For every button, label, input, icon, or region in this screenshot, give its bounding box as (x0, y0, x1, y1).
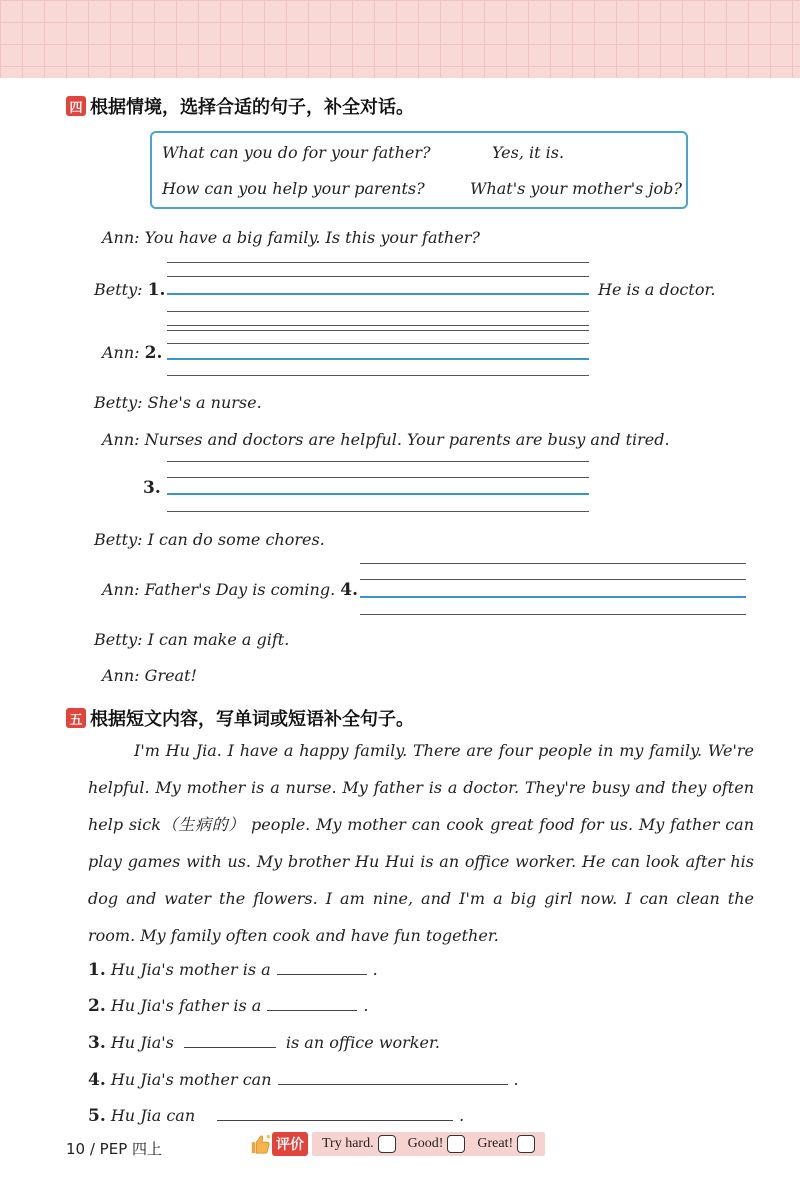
answer-blank[interactable] (278, 1070, 508, 1085)
question-text: Hu Jia's mother is a (110, 960, 271, 979)
question-number: 4. (88, 1070, 106, 1090)
dialogue-line (102, 228, 480, 247)
question-number: 1. (88, 960, 106, 980)
answer-blank[interactable] (217, 1106, 453, 1121)
section5-badge: 五 (66, 708, 86, 728)
speaker: Betty: (94, 280, 143, 299)
choice-2: Yes, it is. (492, 143, 565, 162)
answer-lines-1[interactable] (167, 262, 589, 332)
dialogue-line (143, 478, 161, 498)
reading-passage: I'm Hu Jia. I have a happy family. There are four people in my family. We're helpful. My mother is a nurse. My father is a doctor. They're busy and they often help sick（生病的） people. My mother can cook great food for us. My father can play games with us. My brother Hu Hui is an office worker. He can look after his dog and water the flowers. I am nine, and I'm a big girl now. I can clean the room. My family often cook and have fun together. (88, 741, 754, 945)
speaker: Ann: (102, 343, 140, 362)
section4-badge: 四 (66, 96, 86, 116)
question-2 (88, 996, 368, 1016)
dialogue-line (102, 343, 162, 363)
question-text-after: is an office worker. (285, 1033, 440, 1052)
choices-box (150, 131, 688, 209)
answer-blank[interactable] (277, 960, 367, 975)
answer-lines-4[interactable] (360, 563, 746, 617)
checkbox-try-hard[interactable] (378, 1135, 396, 1153)
line-text: You have a big family. Is this your father? (144, 228, 480, 247)
question-5 (88, 1106, 464, 1126)
question-text: Hu Jia's (110, 1033, 174, 1052)
dialogue-line (102, 666, 197, 685)
question-4 (88, 1070, 519, 1090)
speaker: Betty: (94, 630, 143, 649)
section5-instruction: 根据短文内容，写单词或短语补全句子。 (90, 709, 414, 730)
evaluation-options (312, 1132, 545, 1156)
line-text: Father's Day is coming. (144, 580, 336, 599)
header-band (0, 0, 800, 78)
option-great: Great! (477, 1136, 514, 1151)
line-text: Nurses and doctors are helpful. Your parents are busy and tired. (144, 430, 670, 449)
speaker: Ann: (102, 666, 140, 685)
answer-blank[interactable] (267, 996, 357, 1011)
dialogue-line (102, 580, 358, 600)
question-number: 2. (144, 343, 163, 363)
question-text: Hu Jia's father is a (110, 996, 262, 1015)
page-number: 10 / PEP 四上 (66, 1140, 163, 1158)
dialogue-line (94, 530, 325, 549)
answer-lines-3[interactable] (167, 461, 589, 515)
line-text: I can do some chores. (147, 530, 325, 549)
answer-blank[interactable] (184, 1033, 276, 1048)
option-good: Good! (407, 1136, 444, 1151)
checkbox-great[interactable] (517, 1135, 535, 1153)
question-text-after: . (363, 996, 369, 1015)
question-number: 1. (147, 280, 166, 300)
section5-title (66, 705, 414, 731)
thumbs-up-icon (250, 1133, 272, 1155)
choice-1: What can you do for your father? (162, 143, 431, 162)
question-text: Hu Jia's mother can (110, 1070, 272, 1089)
line-text: I can make a gift. (147, 630, 290, 649)
dialogue-line (94, 393, 262, 412)
question-text-after: . (459, 1106, 465, 1125)
dialogue-line (102, 430, 670, 449)
dialogue-line (94, 630, 289, 649)
question-1 (88, 960, 378, 980)
question-number: 3. (143, 478, 161, 498)
choice-3: How can you help your parents? (162, 179, 425, 198)
option-try-hard: Try hard. (322, 1136, 374, 1151)
self-evaluation (250, 1132, 545, 1156)
line-text: Great! (144, 666, 197, 685)
speaker: Ann: (102, 430, 140, 449)
question-3 (88, 1033, 440, 1053)
question-number: 5. (88, 1106, 106, 1126)
choice-4: What's your mother's job? (470, 179, 682, 198)
answer-lines-2[interactable] (167, 330, 589, 380)
speaker: Ann: (102, 580, 140, 599)
speaker: Betty: (94, 393, 143, 412)
line-after: He is a doctor. (598, 280, 716, 299)
question-text: Hu Jia can (110, 1106, 196, 1125)
question-text-after: . (513, 1070, 519, 1089)
evaluation-label: 评价 (272, 1132, 308, 1156)
speaker: Ann: (102, 228, 140, 247)
question-number: 4. (340, 580, 359, 600)
question-number: 3. (88, 1033, 106, 1053)
checkbox-good[interactable] (447, 1135, 465, 1153)
line-text: She's a nurse. (147, 393, 262, 412)
question-number: 2. (88, 996, 106, 1016)
question-text-after: . (372, 960, 378, 979)
dialogue-line (94, 280, 165, 300)
speaker: Betty: (94, 530, 143, 549)
section4-instruction: 根据情境，选择合适的句子，补全对话。 (90, 97, 414, 118)
section4-title (66, 93, 414, 119)
